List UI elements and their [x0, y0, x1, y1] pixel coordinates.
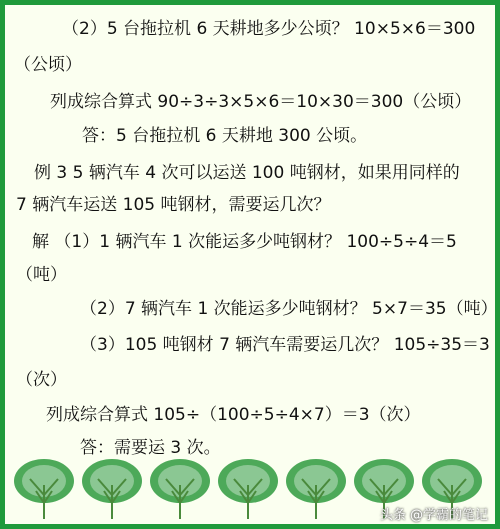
watermark: 头条 @学霸的笔记 [379, 508, 488, 523]
text-line-3: 列成综合算式 90÷3÷3×5×6＝10×30＝300（公顷） [50, 92, 472, 112]
text-line-10: （3）105 吨钢材 7 辆汽车需要运几次？ 105÷35＝3 [80, 335, 490, 355]
tree-icon [148, 455, 212, 521]
tree-icon [216, 455, 280, 521]
text-line-5: 例 3 5 辆汽车 4 次可以运送 100 吨钢材，如果用同样的 [34, 163, 460, 183]
text-line-2: （公顷） [14, 55, 82, 75]
tree-icon [284, 455, 348, 521]
text-line-9: （2）7 辆汽车 1 次能运多少吨钢材？ 5×7＝35（吨） [80, 299, 498, 319]
text-line-4: 答：5 台拖拉机 6 天耕地 300 公顷。 [82, 126, 368, 146]
text-line-8: （吨） [16, 265, 67, 285]
tree-icon [12, 455, 76, 521]
text-line-7: 解 （1）1 辆汽车 1 次能运多少吨钢材？ 100÷5÷4＝5 [32, 232, 457, 252]
text-line-13: 答：需要运 3 次。 [80, 438, 221, 458]
text-line-12: 列成综合算式 105÷（100÷5÷4×7）＝3（次） [46, 405, 421, 425]
tree-icon [80, 455, 144, 521]
text-line-6: 7 辆汽车运送 105 吨钢材，需要运几次？ [16, 195, 331, 215]
text-line-1: （2）5 台拖拉机 6 天耕地多少公顷？ 10×5×6＝300 [62, 19, 476, 39]
text-line-11: （次） [16, 370, 67, 390]
